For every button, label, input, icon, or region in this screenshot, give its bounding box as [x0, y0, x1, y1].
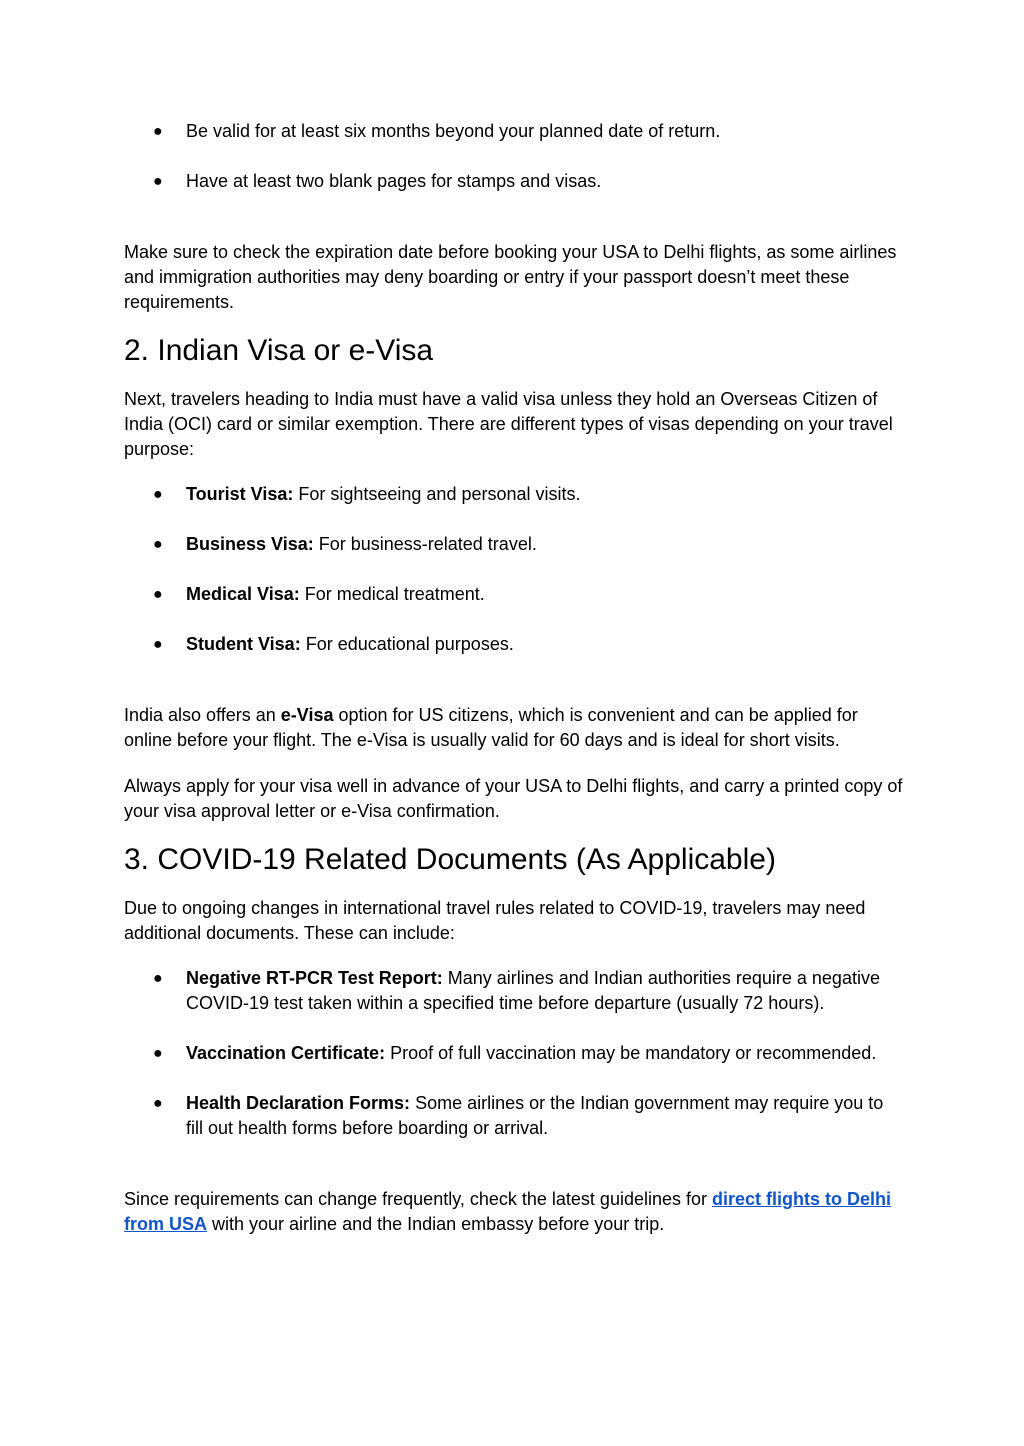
- bullet-icon: ●: [153, 586, 163, 603]
- list-item-desc: For educational purposes.: [300, 634, 514, 654]
- list-item-desc: For medical treatment.: [299, 584, 485, 604]
- passport-note: Make sure to check the expiration date before booking your USA to Delhi flights, as some airlines and immigration authorities may deny boarding or entry if your passport doesn’t meet these requirements.: [124, 242, 897, 312]
- evisa-text-post: option for US citizens, which is convenient and can be applied for online before your flight. The e-Visa is usually valid for 60 days and is ideal for short visits.: [124, 705, 858, 750]
- section-heading-visa: 2. Indian Visa or e-Visa: [124, 334, 434, 367]
- list-item: [124, 1091, 904, 1141]
- list-item: [124, 119, 904, 144]
- list-item-text: Have at least two blank pages for stamps and visas.: [186, 171, 602, 191]
- list-item-term: Student Visa:: [186, 634, 301, 654]
- list-item: [124, 1041, 904, 1066]
- covid-intro: Due to ongoing changes in international travel rules related to COVID-19, travelers may need additional documents. These can include:: [124, 898, 866, 943]
- evisa-text-pre: India also offers an: [124, 705, 281, 725]
- bullet-icon: ●: [153, 970, 163, 987]
- visa-intro: Next, travelers heading to India must have a valid visa unless they hold an Overseas Citizen of India (OCI) card or similar exemption. There are different types of visas depending on your travel purpose:: [124, 389, 893, 459]
- bullet-icon: ●: [153, 1045, 163, 1062]
- list-item-desc: Proof of full vaccination may be mandatory or recommended.: [385, 1043, 877, 1063]
- passport-requirements-list: [124, 119, 904, 194]
- list-item-desc: Some airlines or the Indian government may require you to fill out health forms before boarding or arrival.: [186, 1093, 884, 1138]
- list-item: [124, 582, 904, 607]
- direct-flights-link[interactable]: direct flights to Delhi from USA: [124, 1189, 892, 1234]
- evisa-paragraph: [124, 703, 904, 753]
- bullet-icon: ●: [153, 486, 163, 503]
- list-item-desc: Many airlines and Indian authorities require a negative COVID-19 test taken within a specified time before departure (usually 72 hours).: [186, 968, 880, 1013]
- section-heading-covid: 3. COVID-19 Related Documents (As Applicable): [124, 843, 776, 876]
- list-item-term: Negative RT-PCR Test Report:: [186, 968, 443, 988]
- list-item-desc: For business-related travel.: [313, 534, 537, 554]
- bullet-icon: ●: [153, 636, 163, 653]
- visa-types-list: [124, 482, 904, 657]
- closing-paragraph: [124, 1187, 904, 1237]
- list-item-term: Medical Visa:: [186, 584, 300, 604]
- visa-advice: Always apply for your visa well in advance of your USA to Delhi flights, and carry a printed copy of your visa approval letter or e-Visa confirmation.: [124, 776, 903, 821]
- bullet-icon: ●: [153, 536, 163, 553]
- list-item-term: Business Visa:: [186, 534, 314, 554]
- closing-text-post: with your airline and the Indian embassy before your trip.: [207, 1214, 665, 1234]
- closing-text-pre: Since requirements can change frequently, check the latest guidelines for: [124, 1189, 713, 1209]
- bullet-icon: ●: [153, 123, 163, 140]
- list-item: [124, 532, 904, 557]
- list-item: [124, 632, 904, 657]
- bullet-icon: ●: [153, 1095, 163, 1112]
- list-item-desc: For sightseeing and personal visits.: [293, 484, 581, 504]
- list-item-term: Vaccination Certificate:: [186, 1043, 386, 1063]
- evisa-term: e-Visa: [280, 705, 334, 725]
- document-page: [124, 119, 904, 1237]
- bullet-icon: ●: [153, 173, 163, 190]
- list-item: [124, 482, 904, 507]
- list-item-text: Be valid for at least six months beyond your planned date of return.: [186, 121, 721, 141]
- covid-docs-list: [124, 966, 904, 1141]
- list-item: [124, 966, 904, 1016]
- list-item-term: Tourist Visa:: [186, 484, 294, 504]
- list-item: [124, 169, 904, 194]
- list-item-term: Health Declaration Forms:: [186, 1093, 411, 1113]
